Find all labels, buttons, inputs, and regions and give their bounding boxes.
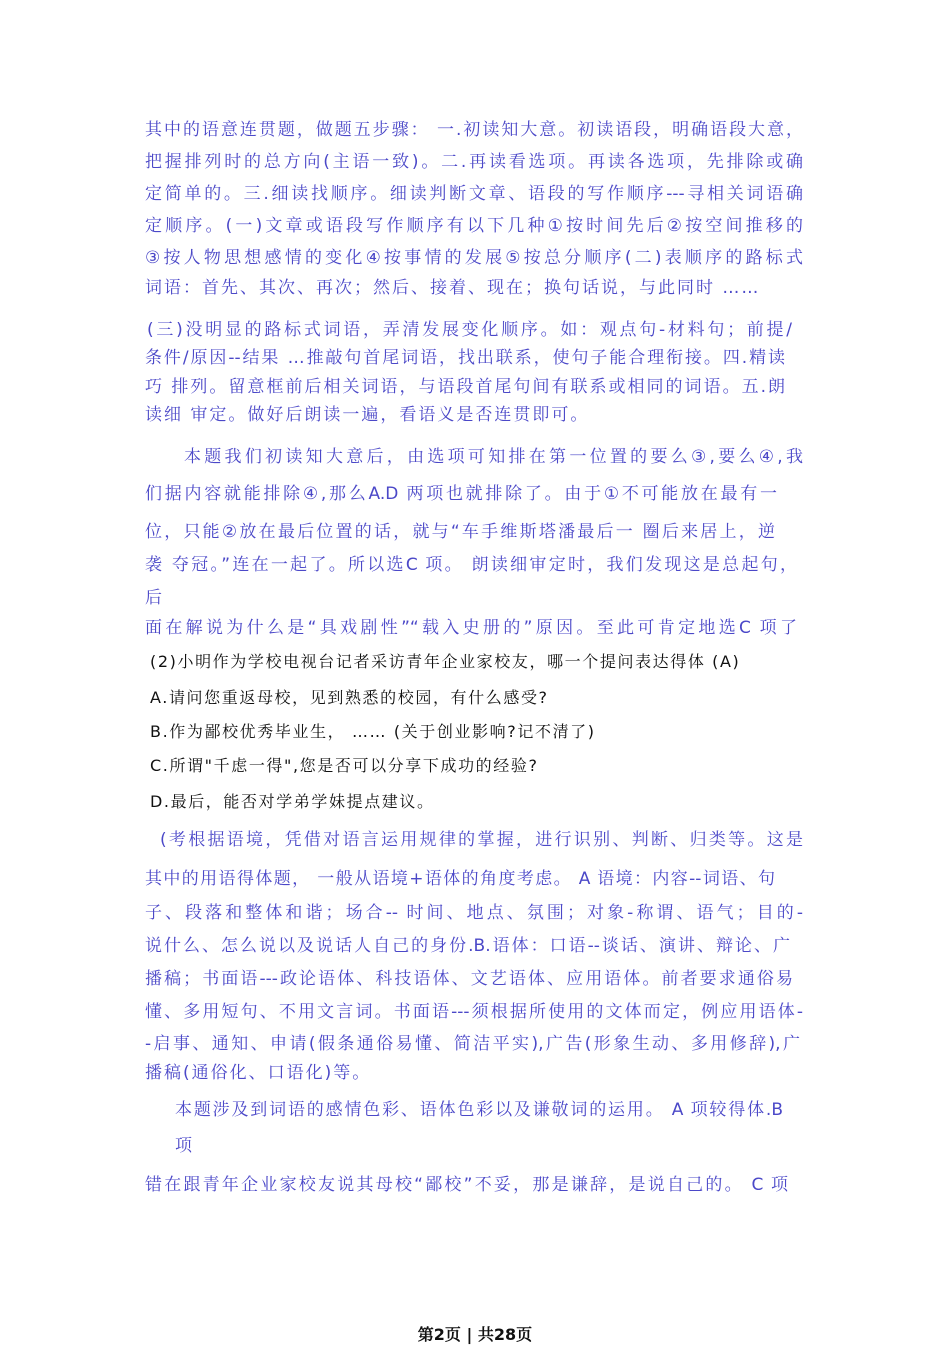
text-line: 词语：首先、其次、再次；然后、接着、现在；换句话说，与此同时 ……: [145, 278, 761, 298]
text-line: ③按人物思想感情的变化④按事情的发展⑤按总分顺序(二)表顺序的路标式: [145, 248, 803, 268]
text-line: 巧 排列。留意框前后相关词语，与语段首尾句间有联系或相同的词语。五.朗: [145, 377, 785, 397]
text-line: 把握排列时的总方向(主语一致)。二.再读看选项。再读各选项，先排除或确: [145, 152, 803, 172]
text-line: 定顺序。(一)文章或语段写作顺序有以下几种①按时间先后②按空间推移的: [145, 216, 803, 236]
text-line: 本题我们初读知大意后，由选项可知排在第一位置的要么③,要么④,我: [184, 447, 803, 467]
text-line: 其中的语意连贯题，做题五步骤： 一.初读知大意。初读语段，明确语段大意，: [145, 120, 803, 140]
option-b: B.作为鄙校优秀毕业生， …… (关于创业影响?记不清了): [150, 722, 596, 741]
text-line: 说什么、怎么说以及说话人自己的身份.B.语体：口语--谈话、演讲、辩论、广: [145, 936, 790, 956]
option-a: A.请问您重返母校，见到熟悉的校园，有什么感受?: [150, 688, 549, 707]
text-line: 条件/原因--结果 …推敲句首尾词语，找出联系，使句子能合理衔接。四.精读: [145, 348, 785, 368]
text-line: 播稿；书面语---政论语体、科技语体、文艺语体、应用语体。前者要求通俗易: [145, 969, 793, 989]
text-line: 们据内容就能排除④,那么A.D 两项也就排除了。由于①不可能放在最有一: [145, 484, 777, 504]
text-line: 位，只能②放在最后位置的话，就与“车手维斯塔潘最后一 圈后来居上，逆: [145, 522, 775, 542]
text-line: (三)没明显的路标式词语，弄清发展变化顺序。如：观点句-材料句；前提/: [147, 320, 793, 340]
question-stem: (2)小明作为学校电视台记者采访青年企业家校友，哪一个提问表达得体 (A): [150, 652, 741, 671]
text-line: 项: [175, 1136, 192, 1156]
text-line: 子、段落和整体和谐；场合-- 时间、地点、氛围；对象-称谓、语气；目的-: [145, 903, 803, 923]
text-line: 面在解说为什么是“具戏剧性”“载入史册的”原因。至此可肯定地选C 项了: [145, 618, 797, 638]
text-line: 其中的用语得体题， 一般从语境+语体的角度考虑。 A 语境：内容--词语、句: [145, 869, 775, 889]
text-line: (考根据语境，凭借对语言运用规律的掌握，进行识别、判断、归类等。这是: [160, 830, 803, 850]
text-line: 后: [145, 588, 162, 608]
text-line: -启事、通知、申请(假条通俗易懂、简洁平实),广告(形象生动、多用修辞),广: [145, 1034, 800, 1054]
text-line: 本题涉及到词语的感情色彩、语体色彩以及谦敬词的运用。 A 项较得体.B: [175, 1100, 783, 1120]
option-d: D.最后，能否对学弟学妹提点建议。: [150, 792, 435, 811]
text-line: 读细 审定。做好后朗读一遍，看语义是否连贯即可。: [145, 405, 590, 425]
text-line: 定简单的。三.细读找顺序。细读判断文章、语段的写作顺序---寻相关词语确: [145, 184, 803, 204]
text-line: 播稿(通俗化、口语化)等。: [145, 1063, 372, 1083]
text-line: 懂、多用短句、不用文言词。书面语---须根据所使用的文体而定，例应用语体-: [145, 1002, 803, 1022]
page-number: 第2页 | 共28页: [417, 1325, 533, 1344]
option-c: C.所谓"千虑一得",您是否可以分享下成功的经验?: [150, 756, 539, 775]
text-line: 错在跟青年企业家校友说其母校“鄙校”不妥，那是谦辞，是说自己的。 C 项: [145, 1175, 788, 1195]
text-line: 袭 夺冠。”连在一起了。所以选C 项。 朗读细审定时，我们发现这是总起句，: [145, 555, 797, 575]
